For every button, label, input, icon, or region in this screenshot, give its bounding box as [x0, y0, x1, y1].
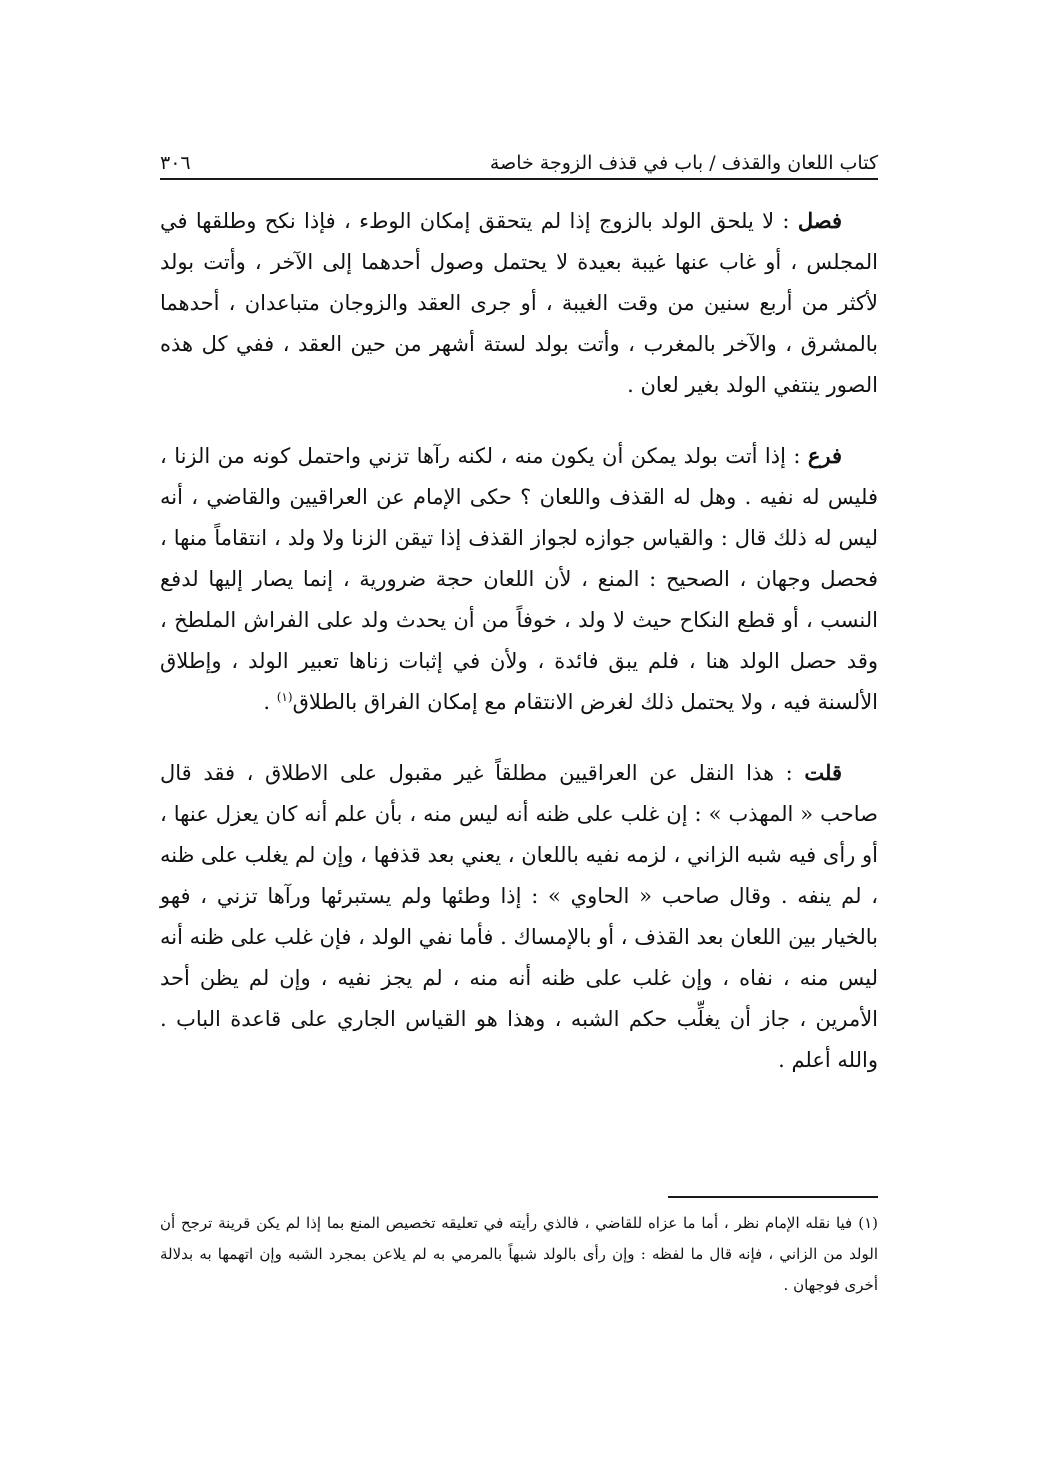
keyword-far: فرع [807, 443, 842, 468]
footnote-text: فيا نقله الإمام نظر ، أما ما عزاه للقاضي ، فالذي رأيته في تعليقه تخصيص المنع بما إذا لم يكن قرينة ترجح أن الولد من الزاني ، فإنه قال ما لفظه : وإن رأى بالولد شبهاً بالمرمي به لم يلاعن بمجرد الشبه وإن اتهمها به بدلالة أخرى فوجهان . [160, 1214, 878, 1294]
keyword-fasl: فصل [797, 208, 842, 233]
paragraph-fasl [160, 200, 878, 406]
paragraph-tail: . [263, 690, 277, 714]
footnote-marker: (١) [858, 1214, 878, 1232]
paragraph-far [160, 435, 878, 723]
footnote-text-block [160, 1208, 878, 1301]
paragraph-text: : إذا أتت بولد يمكن أن يكون منه ، لكنه رآها تزني واحتمل كونه من الزنا ، فليس له نفيه . وهل له القذف واللعان ؟ حكى الإمام عن العراقيين والقاضي ، أنه ليس له ذلك قال : والقياس جوازه لجواز القذف إذا تيقن الزنا ولا ولد ، انتقاماً منها ، فحصل وجهان ، الصحيح : المنع ، لأن اللعان حجة ضرورية ، إنما يصار إليها لدفع النسب ، أو قطع النكاح حيث لا ولد ، خوفاً من أن يحدث ولد على الفراش الملطخ ، وقد حصل الولد هنا ، فلم يبق فائدة ، ولأن في إثبات زناها تعبير الولد ، وإطلاق الألسنة فيه ، ولا يحتمل ذلك لغرض الانتقام مع إمكان الفراق بالطلاق [160, 444, 878, 714]
paragraph-text: : هذا النقل عن العراقيين مطلقاً غير مقبول على الاطلاق ، فقد قال صاحب « المهذب » : إن غلب على ظنه أنه ليس منه ، بأن علم أنه كان يعزل عنها ، أو رأى فيه شبه الزاني ، لزمه نفيه باللعان ، يعني بعد قذفها ، وإن لم يغلب على ظنه ، لم ينفه . وقال صاحب « الحاوي » : إذا وطئها ولم يستبرئها ورآها تزني ، فهو بالخيار بين اللعان بعد القذف ، أو بالإمساك . فأما نفي الولد ، فإن غلب على ظنه أنه ليس منه ، نفاه ، وإن غلب على ظنه أنه منه ، لم يجز نفيه ، وإن لم يظن أحد الأمرين ، جاز أن يغلِّب حكم الشبه ، وهذا هو القياس الجاري على قاعدة الباب . والله أعلم . [160, 761, 878, 1072]
keyword-qultu: قلت [804, 760, 842, 785]
running-title: كتاب اللعان والقذف / باب في قذف الزوجة خاصة [489, 152, 878, 174]
page-header [160, 140, 878, 176]
footnote-rule [668, 1196, 878, 1198]
footnote-reference: (١) [276, 690, 293, 704]
paragraph-text: : لا يلحق الولد بالزوج إذا لم يتحقق إمكان الوطء ، فإذا نكح وطلقها في المجلس ، أو غاب عنها غيبة بعيدة لا يحتمل وصول أحدهما إلى الآخر ، وأتت بولد لأكثر من أربع سنين من وقت الغيبة ، أو جرى العقد والزوجان متباعدان ، أحدهما بالمشرق ، والآخر بالمغرب ، وأتت بولد لستة أشهر من حين العقد ، ففي كل هذه الصور ينتفي الولد بغير لعان . [160, 209, 878, 397]
page-number: ٣٠٦ [160, 152, 191, 174]
footnote [160, 1208, 878, 1301]
header-rule [160, 178, 878, 180]
paragraph-qultu [160, 752, 878, 1081]
main-text [160, 200, 878, 1081]
